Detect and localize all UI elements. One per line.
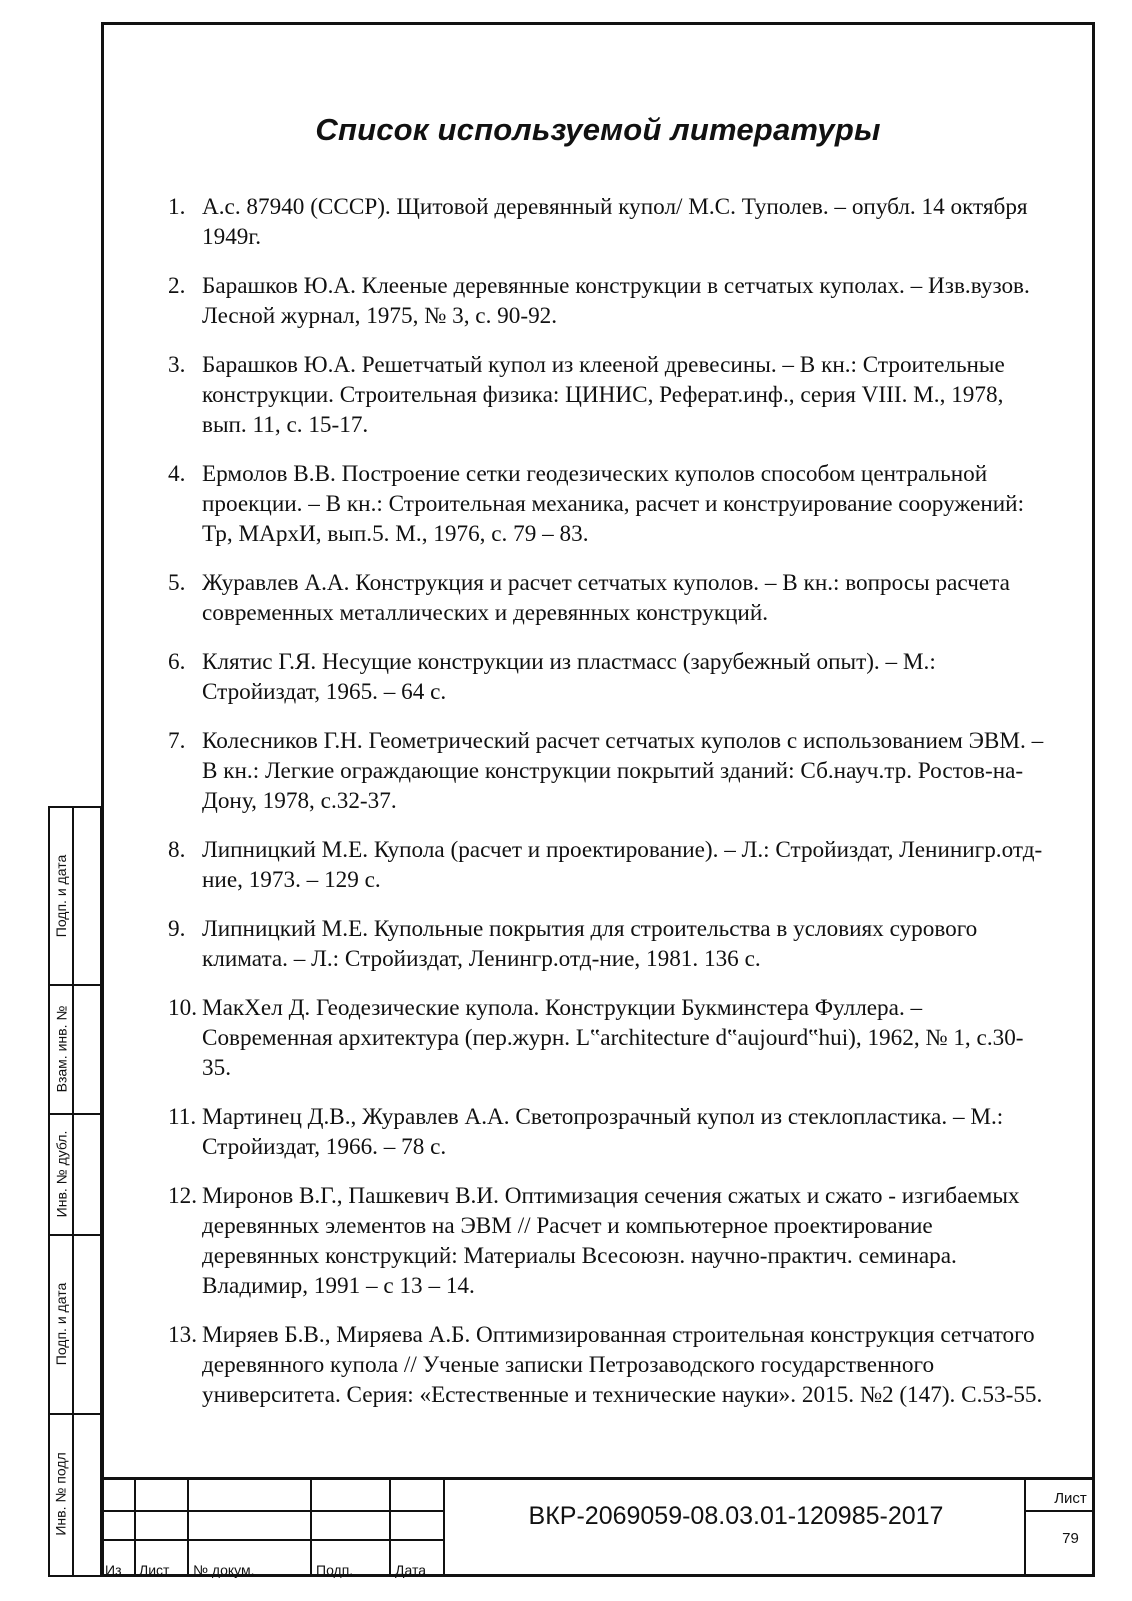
list-item xyxy=(168,192,1048,252)
sheet-label: Лист xyxy=(1054,1490,1087,1507)
side-stamp-cell xyxy=(50,808,72,984)
side-stamp-cell xyxy=(50,1234,72,1413)
reference-text: Липницкий М.Е. Купольные покрытия для строительства в условиях сурового климата. – Л.: Стройиздат, Ленингр.отд-ние, 1981. 136 с. xyxy=(202,916,978,972)
column-label-izm: Из xyxy=(105,1562,122,1578)
column-label-doc-number: № докум. xyxy=(193,1562,255,1578)
list-item xyxy=(168,835,1048,895)
reference-number: 9. xyxy=(168,916,186,942)
reference-text: Мартинец Д.В., Журавлев А.А. Светопрозрачный купол из стеклопластика. – М.: Стройиздат, 1966. – 78 с. xyxy=(202,1104,1004,1160)
reference-number: 8. xyxy=(168,837,186,863)
list-item xyxy=(168,1102,1048,1162)
title-block-divider xyxy=(187,1480,189,1577)
reference-text: Клятис Г.Я. Несущие конструкции из пластмасс (зарубежный опыт). – М.: Стройиздат, 1965. – 64 с. xyxy=(202,649,936,705)
reference-text: Ермолов В.В. Построение сетки геодезических куполов способом центральной проекции. – В кн.: Строительная механика, расчет и конструирование сооружений: Тр, МАрхИ, вып.5. М., 1976, с. 79 – 83. xyxy=(202,461,1025,547)
title-block-divider xyxy=(443,1480,445,1577)
reference-number: 6. xyxy=(168,649,186,675)
side-stamp-label: Взам. инв. № xyxy=(53,1005,70,1092)
document-code: ВКР-2069059-08.03.01-120985-2017 xyxy=(528,1502,944,1530)
title-block-divider xyxy=(389,1480,391,1577)
reference-text: Миронов В.Г., Пашкевич В.И. Оптимизация сечения сжатых и сжато - изгибаемых деревянных элементов на ЭВМ // Расчет и компьютерное проектирование деревянных конструкций: Материалы Всесоюзн. научно-практич. семинара. Владимир, 1991 – с 13 – 14. xyxy=(202,1183,1020,1299)
reference-number: 12. xyxy=(168,1183,197,1209)
list-item xyxy=(168,459,1048,549)
list-item xyxy=(168,1181,1048,1301)
title-block-divider xyxy=(1024,1510,1095,1512)
title-block-divider xyxy=(101,1539,443,1541)
reference-text: Барашков Ю.А. Решетчатый купол из клееной древесины. – В кн.: Строительные конструкции. Строительная физика: ЦИНИС, Реферат.инф., серия VIII. М., 1978, вып. 11, с. 15-17. xyxy=(202,352,1005,438)
title-block xyxy=(101,1477,1095,1577)
column-label-sheet: Лист xyxy=(139,1562,170,1578)
side-stamp-label: Подп. и дата xyxy=(53,854,69,938)
reference-number: 1. xyxy=(168,194,186,220)
reference-text: Журавлев А.А. Конструкция и расчет сетчатых куполов. – В кн.: вопросы расчета современных металлических и деревянных конструкций. xyxy=(202,570,1010,626)
reference-number: 11. xyxy=(168,1104,197,1130)
side-stamp-cell xyxy=(50,1413,72,1575)
list-item xyxy=(168,993,1048,1083)
side-stamp-cell xyxy=(50,984,72,1113)
side-stamp-divider xyxy=(72,808,74,1575)
title-block-divider xyxy=(134,1480,136,1577)
reference-number: 2. xyxy=(168,273,186,299)
side-stamp-label: Подп. и дата xyxy=(53,1282,69,1365)
reference-text: Барашков Ю.А. Клееные деревянные конструкции в сетчатых куполах. – Изв.вузов. Лесной журнал, 1975, № 3, с. 90-92. xyxy=(202,273,1030,329)
reference-number: 7. xyxy=(168,728,186,754)
page-title: Список используемой литературы xyxy=(315,112,881,147)
reference-text: МакХел Д. Геодезические купола. Конструкции Букминстера Фуллера. – Современная архитектура (пер.журн. L‟architecture d‟aujourd‟hui), 1962, № 1, с.30-35. xyxy=(202,995,1024,1081)
list-item xyxy=(168,726,1048,816)
list-item xyxy=(168,914,1048,974)
list-item xyxy=(168,271,1048,331)
reference-number: 10. xyxy=(168,995,197,1021)
side-stamp xyxy=(48,806,102,1577)
side-stamp-label: Инв. № подл xyxy=(53,1452,70,1536)
reference-number: 4. xyxy=(168,461,186,487)
reference-list xyxy=(168,192,1048,1429)
column-label-date: Дата xyxy=(395,1562,427,1578)
title-block-divider xyxy=(101,1510,443,1512)
list-item xyxy=(168,1320,1048,1410)
list-item xyxy=(168,350,1048,440)
reference-text: А.с. 87940 (СССР). Щитовой деревянный купол/ М.С. Туполев. – опубл. 14 октября 1949г. xyxy=(202,194,1028,250)
list-item xyxy=(168,647,1048,707)
side-stamp-label: Инв. № дубл. xyxy=(53,1130,70,1217)
reference-number: 5. xyxy=(168,570,186,596)
column-label-signature: Подп. xyxy=(316,1562,354,1578)
sheet-number: 79 xyxy=(1062,1530,1079,1547)
reference-text: Колесников Г.Н. Геометрический расчет сетчатых куполов с использованием ЭВМ. – В кн.: Легкие ограждающие конструкции покрытий зданий: Сб.науч.тр. Ростов-на-Дону, 1978, с.32-37. xyxy=(202,728,1044,814)
list-item xyxy=(168,568,1048,628)
reference-text: Липницкий М.Е. Купола (расчет и проектирование). – Л.: Стройиздат, Ленинигр.отд-ние, 1973. – 129 с. xyxy=(202,837,1043,893)
reference-number: 13. xyxy=(168,1322,197,1348)
side-stamp-cell xyxy=(50,1113,72,1234)
title-block-divider xyxy=(310,1480,312,1577)
reference-number: 3. xyxy=(168,352,186,378)
reference-text: Миряев Б.В., Миряева А.Б. Оптимизированная строительная конструкция сетчатого деревянного купола // Ученые записки Петрозаводского государственного университета. Серия: «Естественные и технические науки». 2015. №2 (147). С.53-55. xyxy=(202,1322,1043,1408)
